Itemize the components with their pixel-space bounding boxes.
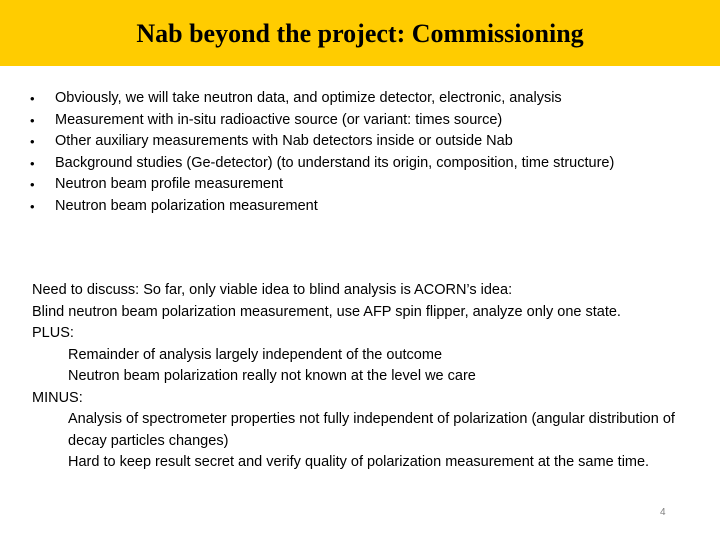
minus-label: MINUS: [32,389,83,406]
bullet-item [30,131,690,153]
bullet-item [30,110,690,132]
bullet-icon: • [30,112,35,128]
bullet-item [30,196,690,218]
plus-item: Remainder of analysis largely independent of the outcome [68,346,443,363]
discussion-block [32,280,704,474]
slide-title: Nab beyond the project: Commissioning [136,19,584,48]
bullet-text: Neutron beam polarization measurement [55,197,318,214]
bullet-text: Obviously, we will take neutron data, and optimize detector, electronic, analysis [55,90,562,106]
bullet-icon: • [30,134,35,149]
bullet-icon: • [30,155,35,171]
page-number: 4 [660,507,666,518]
bullet-item [30,153,690,175]
discussion-detail: Blind neutron beam polarization measurement, use AFP spin flipper, analyze only one state. [32,303,621,320]
bullet-text: Background studies (Ge-detector) (to understand its origin, composition, time structure) [55,154,615,171]
bullet-icon: • [30,198,35,214]
bullet-item [30,174,690,196]
discussion-intro: Need to discuss: So far, only viable idea to blind analysis is ACORN’s idea: [32,282,513,298]
bullet-text: Measurement with in-situ radioactive source (or variant: times source) [55,111,503,128]
plus-label: PLUS: [32,325,74,341]
bullet-text: Other auxiliary measurements with Nab detectors inside or outside Nab [55,133,513,149]
bullet-icon: • [30,177,35,192]
bullet-list [30,88,690,217]
bullet-item [30,88,690,110]
bullet-text: Neutron beam profile measurement [55,176,284,192]
plus-item: Neutron beam polarization really not known at the level we care [68,368,476,384]
minus-item: Hard to keep result secret and verify quality of polarization measurement at the same time. [68,454,650,470]
minus-item: Analysis of spectrometer properties not fully independent of polarization (angular distribution of decay particles changes) [68,411,675,449]
bullet-icon: • [30,91,35,106]
